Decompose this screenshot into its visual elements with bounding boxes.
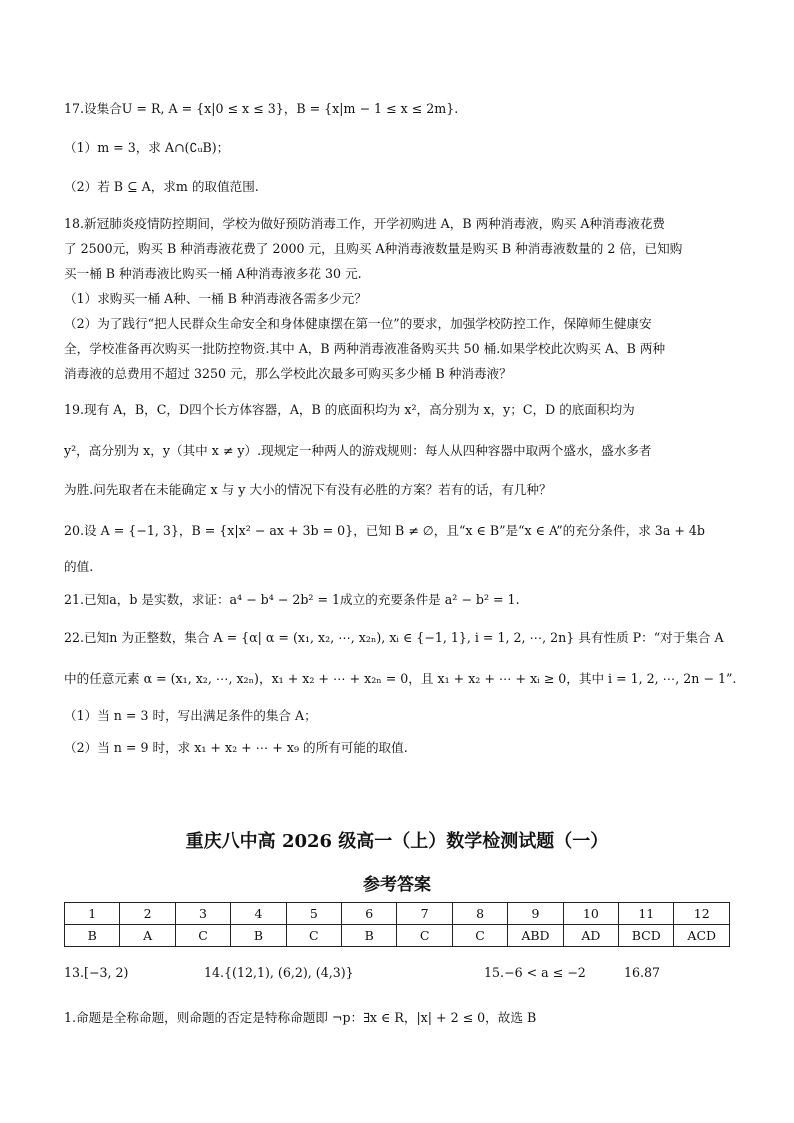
problem-18-line3: 买一桶 B 种消毒液比购买一桶 A种消毒液多花 30 元. bbox=[64, 266, 362, 281]
explanation-1: 1.命题是全称命题，则命题的否定是特称命题即 ¬p：∃x ∈ R，|x| + 2 ≤ 0，故选 B bbox=[64, 1010, 537, 1025]
problem-22-line1: 22.已知n 为正整数，集合 A = {α| α = (x₁, x₂, ⋯, x₂ₙ), xᵢ ∈ {−1, 1}, i = 1, 2, ⋯, 2n} 具有性质 P：“对于集合 A bbox=[64, 630, 724, 645]
answer-table-cell: C bbox=[452, 925, 507, 947]
answer-table-answer-row bbox=[65, 925, 730, 947]
answer-table-cell: AD bbox=[563, 925, 618, 947]
problem-18-part2-line3: 消毒液的总费用不超过 3250 元，那么学校此次最多可购买多少桶 B 种消毒液？ bbox=[64, 366, 512, 381]
problem-18-part2-line2: 全，学校准备再次购买一批防控物资.其中 A，B 两种消毒液准备购买共 50 桶.如果学校此次购买 A、B 两种 bbox=[64, 341, 666, 356]
problem-18-line2: 了 2500元，购买 B 种消毒液花费了 2000 元，且购买 A种消毒液数量是购买 B 种消毒液数量的 2 倍，已知购 bbox=[64, 241, 683, 256]
answer-table-header-cell: 7 bbox=[397, 903, 452, 925]
answer-table-header-cell: 5 bbox=[286, 903, 341, 925]
answer-table-cell: ACD bbox=[674, 925, 730, 947]
problem-22-part2: （2）当 n = 9 时，求 x₁ + x₂ + ⋯ + x₉ 的所有可能的取值. bbox=[64, 740, 408, 755]
answer-table-cell: C bbox=[397, 925, 452, 947]
problem-20-line1: 20.设 A = {−1, 3}，B = {x|x² − ax + 3b = 0}，已知 B ≠ ∅，且“x ∈ B”是“x ∈ A”的充分条件，求 3a + 4b bbox=[64, 523, 705, 538]
problem-22-line2: 中的任意元素 α = (x₁, x₂, ⋯, x₂ₙ)，x₁ + x₂ + ⋯ + x₂ₙ = 0，且 x₁ + x₂ + ⋯ + xᵢ ≥ 0，其中 i = 1, 2, ⋯, 2n − 1”. bbox=[64, 671, 737, 686]
answer-table-header-cell: 2 bbox=[120, 903, 175, 925]
answer-table-header-cell: 10 bbox=[563, 903, 618, 925]
answer-table-cell: A bbox=[120, 925, 175, 947]
answer-table-header-cell: 6 bbox=[342, 903, 397, 925]
problem-18-line1: 18.新冠肺炎疫情防控期间，学校为做好预防消毒工作，开学初购进 A，B 两种消毒液，购买 A种消毒液花费 bbox=[64, 216, 666, 231]
problem-17-part2: （2）若 B ⊆ A，求m 的取值范围. bbox=[64, 179, 259, 194]
answer-section-subtitle: 参考答案 bbox=[363, 875, 431, 895]
answer-table-header-cell: 9 bbox=[508, 903, 563, 925]
answer-table-header-cell: 8 bbox=[452, 903, 507, 925]
answer-table-cell: BCD bbox=[619, 925, 674, 947]
answer-table-cell: ABD bbox=[508, 925, 563, 947]
answer-table-header-cell: 3 bbox=[175, 903, 230, 925]
answer-table-header-cell: 11 bbox=[619, 903, 674, 925]
problem-21-line1: 21.已知a，b 是实数，求证：a⁴ − b⁴ − 2b² = 1成立的充要条件是 a² − b² = 1. bbox=[64, 592, 520, 607]
answer-table-cell: C bbox=[286, 925, 341, 947]
answer-table-header-row bbox=[65, 903, 730, 925]
answer-16: 16.87 bbox=[624, 965, 661, 980]
problem-19-line3: 为胜.问先取者在未能确定 x 与 y 大小的情况下有没有必胜的方案？若有的话，有几种？ bbox=[64, 482, 552, 497]
problem-19-line2: y²，高分别为 x，y（其中 x ≠ y）.现规定一种两人的游戏规则：每人从四种容器中取两个盛水，盛水多者 bbox=[64, 443, 652, 458]
answer-table-header-cell: 1 bbox=[65, 903, 120, 925]
problem-18-part2-line1: （2）为了践行“把人民群众生命安全和身体健康摆在第一位”的要求，加强学校防控工作，保障师生健康安 bbox=[64, 316, 652, 331]
problem-19-line1: 19.现有 A，B，C，D四个长方体容器，A，B 的底面积均为 x²，高分别为 x，y；C，D 的底面积均为 bbox=[64, 402, 635, 417]
problem-22-part1: （1）当 n = 3 时，写出满足条件的集合 A； bbox=[64, 708, 317, 723]
problem-20-line2: 的值. bbox=[64, 559, 94, 574]
answer-table-header-cell: 12 bbox=[674, 903, 730, 925]
answer-13: 13.[−3, 2) bbox=[64, 965, 129, 980]
answer-table-cell: B bbox=[342, 925, 397, 947]
problem-18-part1: （1）求购买一桶 A种、一桶 B 种消毒液各需多少元？ bbox=[64, 291, 367, 306]
answer-15: 15.−6 < a ≤ −2 bbox=[484, 965, 586, 980]
answer-table-cell: B bbox=[231, 925, 286, 947]
answer-table bbox=[64, 902, 730, 947]
answer-table-cell: C bbox=[175, 925, 230, 947]
answer-14: 14.{(12,1), (6,2), (4,3)} bbox=[204, 965, 354, 980]
answer-table-header-cell: 4 bbox=[231, 903, 286, 925]
problem-17-stem: 17.设集合U = R, A = {x|0 ≤ x ≤ 3}，B = {x|m − 1 ≤ x ≤ 2m}. bbox=[64, 101, 459, 116]
answer-table-cell: B bbox=[65, 925, 120, 947]
problem-17-part1: （1）m = 3，求 A∩(∁ᵤB)； bbox=[64, 140, 230, 155]
answer-section-title: 重庆八中高 2026 级高一（上）数学检测试题（一） bbox=[185, 831, 609, 852]
